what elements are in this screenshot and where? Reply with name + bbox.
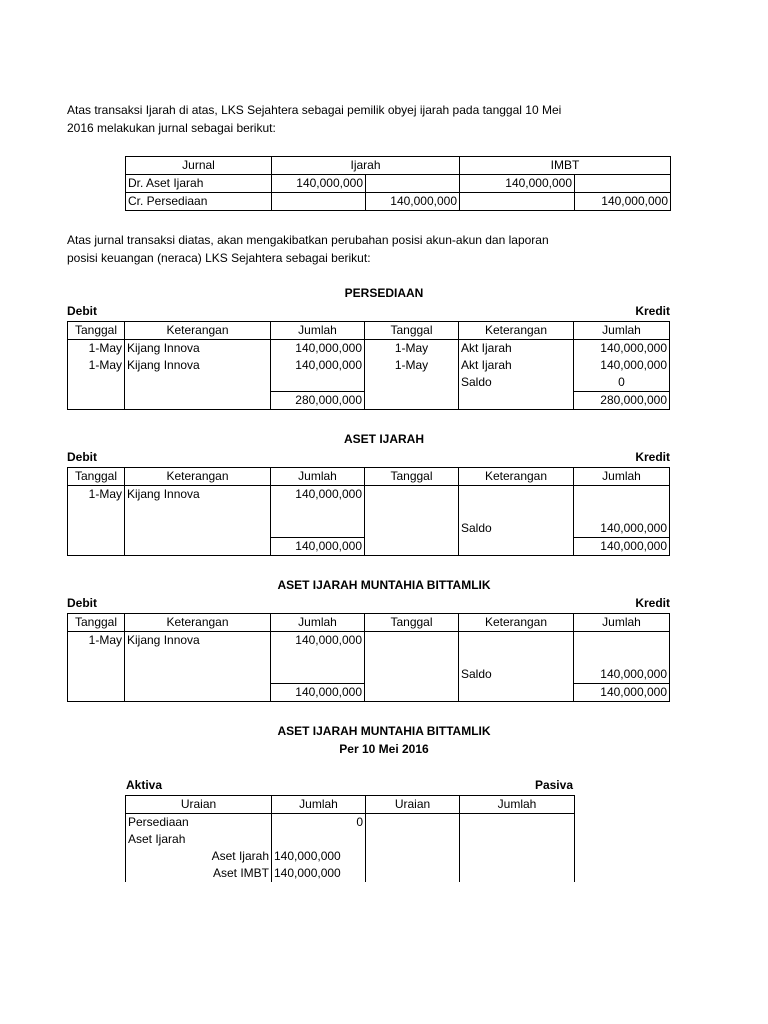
saldo-label: Saldo	[459, 520, 574, 538]
journal-ijarah-kredit: 140,000,000	[366, 193, 460, 211]
journal-ijarah-debit	[272, 193, 366, 211]
aset-ijarah-debit-label: Debit	[67, 450, 97, 464]
cell-desc: Kijang Innova	[125, 632, 271, 650]
header-uraian: Uraian	[126, 796, 272, 814]
header-jumlah: Jumlah	[460, 796, 575, 814]
header-jumlah: Jumlah	[271, 614, 365, 632]
row-persediaan-label: Persediaan	[126, 814, 272, 832]
journal-ijarah-kredit	[366, 175, 460, 193]
journal-imbt-debit	[460, 193, 575, 211]
header-tanggal: Tanggal	[68, 322, 125, 340]
row-sub-aset-ijarah-label: Aset Ijarah	[126, 848, 272, 865]
header-keterangan: Keterangan	[125, 322, 271, 340]
ledger-row	[68, 374, 670, 392]
neraca-row	[126, 814, 575, 832]
aset-imbt-debit-label: Debit	[67, 596, 97, 610]
total-debit: 140,000,000	[271, 538, 365, 556]
header-keterangan: Keterangan	[125, 468, 271, 486]
row-sub-aset-imbt-value: 140,000,000	[272, 865, 366, 882]
cell-date: 1-May	[68, 632, 125, 650]
header-jumlah: Jumlah	[574, 322, 670, 340]
neraca-row	[126, 831, 575, 848]
aset-ijarah-ledger	[67, 467, 670, 556]
total-kredit: 140,000,000	[574, 538, 670, 556]
cell-amount: 140,000,000	[271, 632, 365, 650]
cell-date: 1-May	[68, 357, 125, 374]
ledger-total-row	[68, 684, 670, 702]
aset-imbt-kredit-label: Kredit	[635, 596, 670, 610]
cell-desc	[125, 374, 271, 392]
row-aset-ijarah-label: Aset Ijarah	[126, 831, 272, 848]
neraca-row	[126, 848, 575, 865]
journal-imbt-debit: 140,000,000	[460, 175, 575, 193]
cell-amount: 140,000,000	[271, 340, 365, 358]
row-persediaan-value: 0	[272, 814, 366, 832]
header-jumlah: Jumlah	[574, 468, 670, 486]
cell-date	[68, 374, 125, 392]
persediaan-title: PERSEDIAAN	[344, 286, 424, 300]
cell-desc: Saldo	[459, 374, 574, 392]
saldo-value: 140,000,000	[574, 520, 670, 538]
row-sub-aset-ijarah-value: 140,000,000	[272, 848, 366, 865]
header-tanggal: Tanggal	[365, 468, 459, 486]
aset-ijarah-kredit-label: Kredit	[635, 450, 670, 464]
journal-header-ijarah: Ijarah	[272, 157, 460, 175]
ledger-total-row	[68, 392, 670, 410]
header-keterangan: Keterangan	[459, 322, 574, 340]
journal-imbt-kredit: 140,000,000	[575, 193, 671, 211]
total-kredit: 280,000,000	[574, 392, 670, 410]
saldo-value: 140,000,000	[574, 666, 670, 684]
cell-date: 1-May	[365, 357, 459, 374]
journal-header-jurnal: Jurnal	[126, 157, 272, 175]
journal-label: Dr. Aset Ijarah	[126, 175, 272, 193]
ledger-row	[68, 340, 670, 358]
aset-imbt-title: ASET IJARAH MUNTAHIA BITTAMLIK	[277, 578, 491, 592]
intro-line-2: 2016 melakukan jurnal sebagai berikut:	[67, 121, 276, 135]
cell-desc: Akt Ijarah	[459, 357, 574, 374]
header-keterangan: Keterangan	[125, 614, 271, 632]
journal-label: Cr. Persediaan	[126, 193, 272, 211]
saldo-label: Saldo	[459, 666, 574, 684]
cell-amount	[271, 374, 365, 392]
journal-table	[125, 156, 671, 211]
journal-ijarah-debit: 140,000,000	[272, 175, 366, 193]
total-debit: 140,000,000	[271, 684, 365, 702]
ledger-row	[68, 357, 670, 374]
cell-desc: Kijang Innova	[125, 486, 271, 504]
ledger-total-row	[68, 538, 670, 556]
middle-line-1: Atas jurnal transaksi diatas, akan mengakibatkan perubahan posisi akun-akun dan laporan	[67, 233, 549, 247]
cell-date: 1-May	[68, 486, 125, 504]
cell-amount: 140,000,000	[271, 486, 365, 504]
intro-line-1: Atas transaksi Ijarah di atas, LKS Sejahtera sebagai pemilik obyej ijarah pada tanggal 10 Mei	[67, 103, 562, 117]
neraca-pasiva-label: Pasiva	[534, 778, 573, 792]
header-tanggal: Tanggal	[365, 614, 459, 632]
header-keterangan: Keterangan	[459, 468, 574, 486]
total-kredit: 140,000,000	[574, 684, 670, 702]
cell-desc: Akt Ijarah	[459, 340, 574, 358]
header-tanggal: Tanggal	[68, 614, 125, 632]
cell-amount: 0	[574, 374, 670, 392]
header-tanggal: Tanggal	[68, 468, 125, 486]
middle-line-2: posisi keuangan (neraca) LKS Sejahtera sebagai berikut:	[67, 251, 371, 265]
cell-date	[365, 374, 459, 392]
aset-imbt-ledger	[67, 613, 670, 702]
cell-desc: Kijang Innova	[125, 340, 271, 358]
ledger-row	[68, 486, 670, 504]
cell-amount: 140,000,000	[574, 357, 670, 374]
ledger-row	[68, 520, 670, 538]
header-tanggal: Tanggal	[365, 322, 459, 340]
journal-row	[126, 193, 671, 211]
header-keterangan: Keterangan	[459, 614, 574, 632]
cell-amount: 140,000,000	[574, 340, 670, 358]
header-uraian: Uraian	[366, 796, 460, 814]
persediaan-debit-label: Debit	[67, 304, 97, 318]
cell-desc: Kijang Innova	[125, 357, 271, 374]
neraca-title: ASET IJARAH MUNTAHIA BITTAMLIK	[277, 724, 491, 738]
header-jumlah: Jumlah	[272, 796, 366, 814]
neraca-subtitle: Per 10 Mei 2016	[339, 742, 429, 756]
header-jumlah: Jumlah	[271, 468, 365, 486]
neraca-table	[125, 795, 575, 882]
header-jumlah: Jumlah	[574, 614, 670, 632]
header-jumlah: Jumlah	[271, 322, 365, 340]
ledger-row	[68, 666, 670, 684]
persediaan-ledger	[67, 321, 670, 410]
journal-imbt-kredit	[575, 175, 671, 193]
neraca-row	[126, 865, 575, 882]
cell-amount: 140,000,000	[271, 357, 365, 374]
journal-header-imbt: IMBT	[460, 157, 671, 175]
cell-date: 1-May	[365, 340, 459, 358]
cell-date: 1-May	[68, 340, 125, 358]
journal-row	[126, 175, 671, 193]
total-debit: 280,000,000	[271, 392, 365, 410]
aset-ijarah-title: ASET IJARAH	[343, 432, 424, 446]
neraca-aktiva-label: Aktiva	[126, 778, 163, 792]
ledger-row	[68, 632, 670, 650]
row-sub-aset-imbt-label: Aset IMBT	[126, 865, 272, 882]
persediaan-kredit-label: Kredit	[635, 304, 670, 318]
